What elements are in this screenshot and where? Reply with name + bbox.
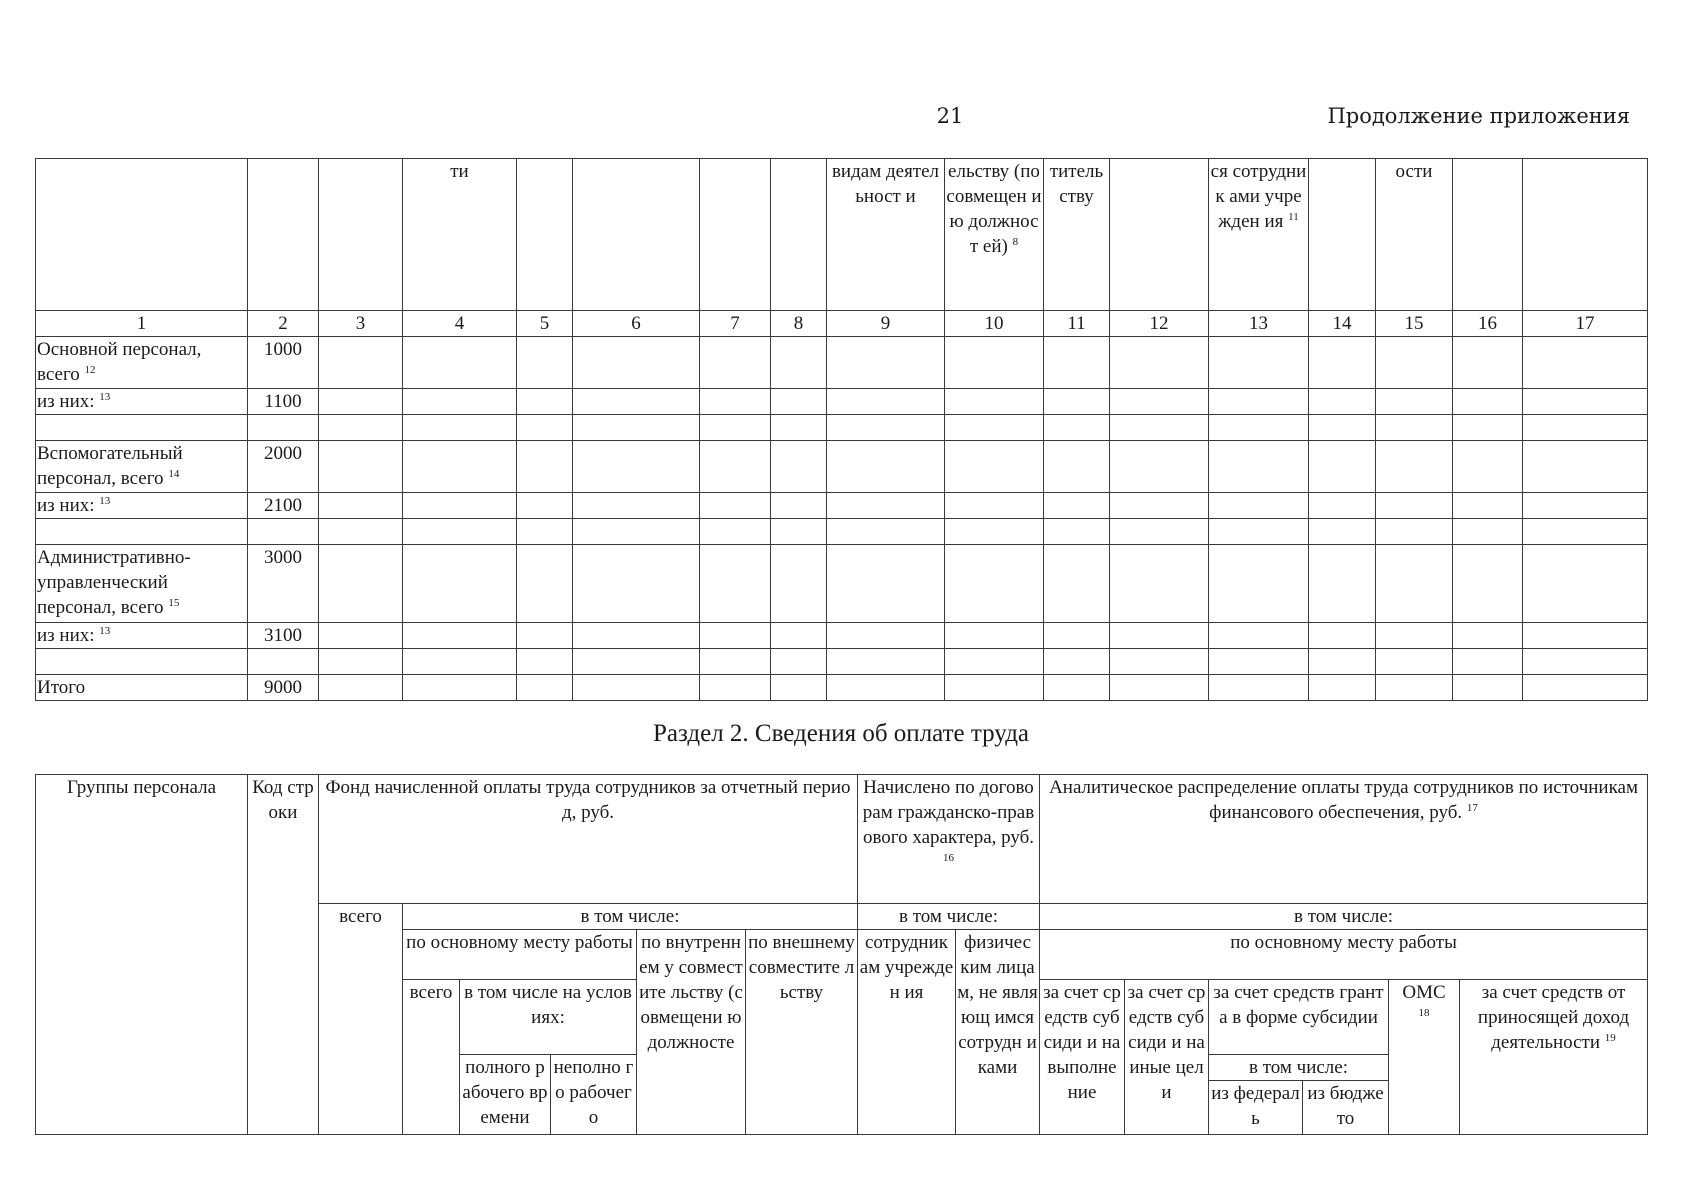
data-cell (573, 649, 700, 675)
data-cell (1309, 675, 1376, 701)
data-cell (771, 493, 827, 519)
data-cell (827, 389, 945, 415)
data-cell (1453, 441, 1523, 493)
footnote-ref: 11 (1288, 211, 1299, 223)
data-cell (1044, 441, 1110, 493)
header-cell (827, 159, 945, 311)
data-cell (1523, 493, 1648, 519)
row-code: 2000 (248, 441, 319, 493)
header-cell (700, 159, 771, 311)
column-number: 12 (1110, 311, 1209, 337)
data-cell (1309, 545, 1376, 623)
footnote-ref: 16 (943, 852, 954, 864)
data-cell (827, 441, 945, 493)
data-cell (1110, 493, 1209, 519)
table-row (36, 649, 1648, 675)
data-cell (1376, 649, 1453, 675)
main-place-header: по основному месту работы (403, 930, 637, 980)
data-cell (517, 389, 573, 415)
data-cell (403, 623, 517, 649)
data-cell (771, 415, 827, 441)
data-cell (700, 623, 771, 649)
continuation-label: Продолжение приложения (1327, 104, 1630, 128)
row-label: Итого (37, 677, 86, 698)
data-cell (700, 493, 771, 519)
oms-header (1389, 980, 1460, 1135)
budget-header: из бюджето (1303, 1081, 1389, 1135)
data-cell (1309, 441, 1376, 493)
header-text: видам деятельност и (831, 161, 940, 207)
data-cell (945, 493, 1044, 519)
table-row (36, 675, 1648, 701)
header-cell (248, 159, 319, 311)
data-cell (827, 337, 945, 389)
row-code: 3100 (248, 623, 319, 649)
column-number: 6 (573, 311, 700, 337)
data-cell (945, 415, 1044, 441)
data-cell (945, 649, 1044, 675)
row-label: Основной персонал, всего (37, 339, 202, 385)
row-label: Административно-управленческий персонал, всего (37, 547, 191, 618)
row-code (248, 415, 319, 441)
data-cell (1044, 493, 1110, 519)
header-fragment-row (36, 159, 1648, 311)
data-cell (517, 649, 573, 675)
table-row (36, 519, 1648, 545)
header-cell (1110, 159, 1209, 311)
data-cell (700, 675, 771, 701)
data-cell (1523, 389, 1648, 415)
total-header: всего (319, 904, 403, 1135)
data-cell (517, 415, 573, 441)
data-cell (1309, 649, 1376, 675)
data-cell (700, 415, 771, 441)
column-number: 11 (1044, 311, 1110, 337)
header-cell (1376, 159, 1453, 311)
data-cell (403, 389, 517, 415)
to-persons-header: физичес ким лицам, не являющ имся сотрудн иками (956, 930, 1040, 1135)
data-cell (700, 441, 771, 493)
footnote-ref: 15 (168, 597, 180, 609)
column-number-row (36, 311, 1648, 337)
row-code: 9000 (248, 675, 319, 701)
to-staff-header: сотрудник ам учрежден ия (858, 930, 956, 1135)
data-cell (827, 623, 945, 649)
data-cell (573, 415, 700, 441)
data-cell (827, 545, 945, 623)
data-cell (945, 389, 1044, 415)
table-row (36, 545, 1648, 623)
data-cell (1044, 519, 1110, 545)
income-header (1460, 980, 1648, 1135)
data-cell (1309, 389, 1376, 415)
data-cell (1453, 389, 1523, 415)
data-cell (319, 675, 403, 701)
data-cell (1309, 415, 1376, 441)
table-row (36, 389, 1648, 415)
header-row-1 (36, 775, 1648, 904)
data-cell (403, 675, 517, 701)
data-cell (1110, 545, 1209, 623)
header-cell (403, 159, 517, 311)
fund-header: Фонд начисленной оплаты труда сотрудников за отчетный период, руб. (319, 775, 858, 904)
data-cell (1209, 649, 1309, 675)
data-cell (1110, 649, 1209, 675)
data-cell (1376, 519, 1453, 545)
data-cell (1044, 415, 1110, 441)
data-cell (771, 545, 827, 623)
data-cell (1309, 337, 1376, 389)
data-cell (319, 493, 403, 519)
row-label-cell (36, 441, 248, 493)
data-cell (771, 389, 827, 415)
data-cell (1376, 623, 1453, 649)
data-cell (1110, 623, 1209, 649)
column-number: 14 (1309, 311, 1376, 337)
table-row (36, 493, 1648, 519)
data-cell (1309, 493, 1376, 519)
header-text: ся сотрудник ами учрежден ия (1210, 161, 1307, 232)
data-cell (403, 545, 517, 623)
subsidy-task-header: за счет средств субсиди и на выполне ние (1040, 980, 1125, 1135)
federal-header: из федераль (1209, 1081, 1303, 1135)
data-cell (403, 415, 517, 441)
data-cell (1110, 415, 1209, 441)
column-number: 8 (771, 311, 827, 337)
data-cell (771, 337, 827, 389)
footnote-ref: 13 (99, 391, 111, 403)
including-header: в том числе: (858, 904, 1040, 930)
data-cell (319, 337, 403, 389)
data-cell (771, 441, 827, 493)
grant-header: за счет средств гранта в форме субсидии (1209, 980, 1389, 1055)
data-cell (1209, 545, 1309, 623)
data-cell (1209, 519, 1309, 545)
data-cell (945, 675, 1044, 701)
including-header: в том числе: (1040, 904, 1648, 930)
gph-text: Начислено по договорам гражданско-правового характера, руб. (862, 777, 1035, 848)
data-cell (1453, 519, 1523, 545)
row-label-cell (36, 519, 248, 545)
analytic-text: Аналитическое распределение оплаты труда сотрудников по источникам финансового обеспечения, руб. (1049, 777, 1638, 823)
footnote-ref: 13 (99, 625, 111, 637)
header-cell (319, 159, 403, 311)
header-text: ельству (по совмещен ию должност ей) (946, 161, 1042, 257)
row-label-cell (36, 389, 248, 415)
data-cell (945, 519, 1044, 545)
data-cell (1044, 337, 1110, 389)
data-cell (403, 441, 517, 493)
footnote-ref: 17 (1466, 802, 1478, 814)
table-row (36, 415, 1648, 441)
data-cell (700, 545, 771, 623)
code-header: Код строки (248, 775, 319, 1135)
row-label-cell (36, 415, 248, 441)
data-cell (771, 623, 827, 649)
header-cell (1209, 159, 1309, 311)
footnote-ref: 18 (1418, 1007, 1430, 1019)
header-text: ти (450, 161, 469, 182)
data-cell (517, 337, 573, 389)
data-cell (945, 545, 1044, 623)
data-cell (517, 519, 573, 545)
including-header: в том числе: (1209, 1055, 1389, 1081)
data-cell (827, 519, 945, 545)
row-code: 1000 (248, 337, 319, 389)
header-text: титель ству (1049, 161, 1104, 207)
column-number: 7 (700, 311, 771, 337)
data-cell (573, 493, 700, 519)
data-cell (517, 623, 573, 649)
column-number: 10 (945, 311, 1044, 337)
data-cell (1110, 389, 1209, 415)
data-cell (1376, 389, 1453, 415)
conditions-header: в том числе на условиях: (460, 980, 637, 1055)
section-title: Раздел 2. Сведения об оплате труда (652, 720, 1030, 747)
header-cell (1044, 159, 1110, 311)
data-cell (771, 675, 827, 701)
row-code (248, 649, 319, 675)
data-cell (945, 623, 1044, 649)
page-number: 21 (936, 104, 964, 128)
data-cell (319, 649, 403, 675)
data-cell (1376, 675, 1453, 701)
data-cell (319, 545, 403, 623)
data-cell (319, 441, 403, 493)
footnote-ref: 13 (99, 495, 111, 507)
data-cell (573, 519, 700, 545)
data-cell (827, 649, 945, 675)
part-time-header: неполно го рабочего (551, 1055, 637, 1135)
row-code: 1100 (248, 389, 319, 415)
payroll-table (35, 774, 1648, 1135)
data-cell (1376, 441, 1453, 493)
row-code: 3000 (248, 545, 319, 623)
data-cell (403, 493, 517, 519)
external-header: по внешнему совместите льству (746, 930, 858, 1135)
data-cell (1044, 389, 1110, 415)
data-cell (945, 337, 1044, 389)
data-cell (403, 337, 517, 389)
row-label: Вспомогательный персонал, всего (37, 443, 183, 489)
data-cell (1376, 337, 1453, 389)
row-label-cell (36, 623, 248, 649)
row-code (248, 519, 319, 545)
income-text: за счет средств от приносящей доход деятельности (1477, 982, 1630, 1053)
header-cell (1523, 159, 1648, 311)
data-cell (700, 337, 771, 389)
column-number: 13 (1209, 311, 1309, 337)
data-cell (771, 649, 827, 675)
header-cell (573, 159, 700, 311)
data-cell (700, 389, 771, 415)
data-cell (1453, 415, 1523, 441)
data-cell (700, 519, 771, 545)
data-cell (945, 441, 1044, 493)
staff-table-body (36, 337, 1648, 701)
including-header: в том числе: (403, 904, 858, 930)
data-cell (1044, 545, 1110, 623)
row-label-cell (36, 675, 248, 701)
data-cell (1453, 623, 1523, 649)
data-cell (319, 415, 403, 441)
data-cell (517, 675, 573, 701)
data-cell (1453, 649, 1523, 675)
row-code: 2100 (248, 493, 319, 519)
data-cell (827, 675, 945, 701)
row-label: из них: (37, 495, 95, 516)
data-cell (1209, 389, 1309, 415)
data-cell (319, 389, 403, 415)
data-cell (1309, 519, 1376, 545)
data-cell (1523, 675, 1648, 701)
data-cell (1523, 441, 1648, 493)
data-cell (1453, 493, 1523, 519)
data-cell (1110, 519, 1209, 545)
internal-header: по внутреннем у совместите льству (совмещени ю должносте (637, 930, 746, 1135)
footnote-ref: 14 (168, 468, 180, 480)
data-cell (1523, 649, 1648, 675)
data-cell (573, 623, 700, 649)
header-text: ости (1395, 161, 1433, 182)
row-label: из них: (37, 391, 95, 412)
data-cell (403, 519, 517, 545)
staff-table (35, 158, 1648, 701)
row-label-cell (36, 649, 248, 675)
table-row (36, 337, 1648, 389)
footnote-ref: 12 (84, 364, 96, 376)
data-cell (1209, 415, 1309, 441)
data-cell (1209, 623, 1309, 649)
table-row (36, 441, 1648, 493)
full-time-header: полного рабочего времени (460, 1055, 551, 1135)
data-cell (573, 337, 700, 389)
data-cell (1523, 519, 1648, 545)
column-number: 16 (1453, 311, 1523, 337)
subsidy-other-header: за счет средств субсиди и на иные цели (1125, 980, 1209, 1135)
data-cell (1110, 441, 1209, 493)
data-cell (1523, 545, 1648, 623)
data-cell (1044, 623, 1110, 649)
data-cell (1110, 675, 1209, 701)
header-cell (1453, 159, 1523, 311)
table-row (36, 623, 1648, 649)
groups-header: Группы персонала (36, 775, 248, 1135)
column-number: 2 (248, 311, 319, 337)
column-number: 3 (319, 311, 403, 337)
column-number: 17 (1523, 311, 1648, 337)
data-cell (1453, 337, 1523, 389)
data-cell (700, 649, 771, 675)
row-label: из них: (37, 625, 95, 646)
header-cell (1309, 159, 1376, 311)
data-cell (1209, 337, 1309, 389)
gph-header (858, 775, 1040, 904)
data-cell (1376, 415, 1453, 441)
data-cell (827, 493, 945, 519)
data-cell (517, 493, 573, 519)
footnote-ref: 8 (1012, 236, 1019, 248)
column-number: 9 (827, 311, 945, 337)
column-number: 5 (517, 311, 573, 337)
data-cell (517, 545, 573, 623)
data-cell (1209, 441, 1309, 493)
total2-header: всего (403, 980, 460, 1135)
data-cell (1453, 675, 1523, 701)
row-label-cell (36, 545, 248, 623)
data-cell (573, 675, 700, 701)
footnote-ref: 19 (1604, 1032, 1616, 1044)
header-cell (945, 159, 1044, 311)
header-cell (517, 159, 573, 311)
data-cell (1044, 675, 1110, 701)
oms-text: ОМС (1402, 982, 1446, 1003)
data-cell (1044, 649, 1110, 675)
data-cell (319, 519, 403, 545)
column-number: 15 (1376, 311, 1453, 337)
data-cell (1209, 493, 1309, 519)
data-cell (1523, 337, 1648, 389)
data-cell (573, 389, 700, 415)
main-place-header: по основному месту работы (1040, 930, 1648, 980)
data-cell (827, 415, 945, 441)
data-cell (1376, 545, 1453, 623)
data-cell (771, 519, 827, 545)
data-cell (1110, 337, 1209, 389)
column-number: 4 (403, 311, 517, 337)
header-cell (36, 159, 248, 311)
analytic-header (1040, 775, 1648, 904)
data-cell (1523, 415, 1648, 441)
data-cell (1453, 545, 1523, 623)
header-cell (771, 159, 827, 311)
row-label-cell (36, 493, 248, 519)
data-cell (573, 441, 700, 493)
data-cell (517, 441, 573, 493)
data-cell (1309, 623, 1376, 649)
data-cell (1376, 493, 1453, 519)
row-label-cell (36, 337, 248, 389)
data-cell (573, 545, 700, 623)
data-cell (319, 623, 403, 649)
column-number: 1 (36, 311, 248, 337)
data-cell (403, 649, 517, 675)
data-cell (1209, 675, 1309, 701)
data-cell (1523, 623, 1648, 649)
